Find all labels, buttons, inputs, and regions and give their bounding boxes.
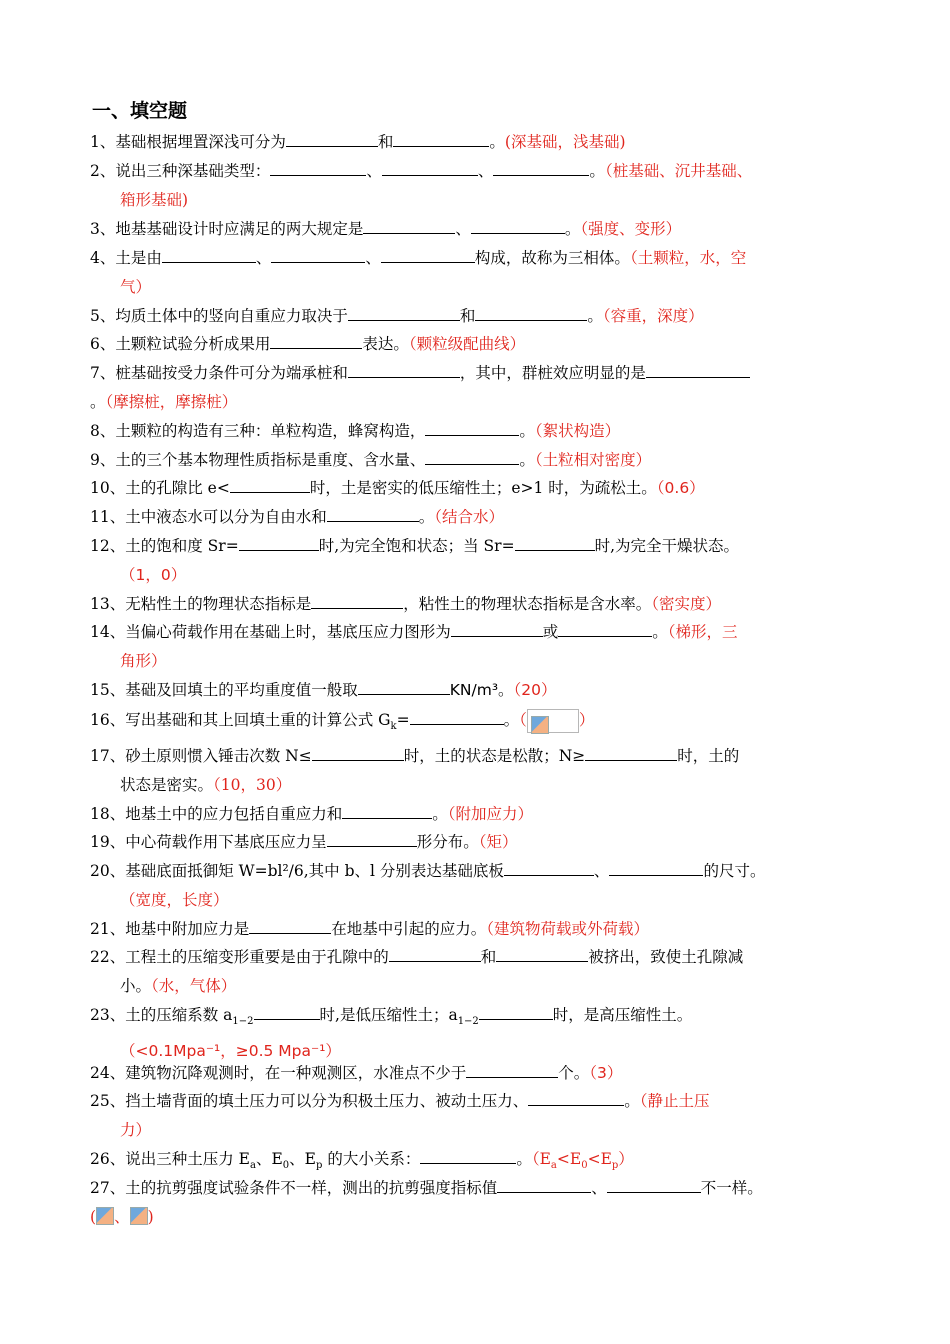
answer-blank bbox=[420, 1147, 516, 1164]
answer-blank bbox=[327, 505, 419, 522]
answer-text: （建筑物荷载或外荷载） bbox=[486, 920, 650, 938]
answer-blank bbox=[607, 1176, 701, 1193]
answer-blank bbox=[496, 945, 588, 962]
answer-text: （土粒相对密度） bbox=[534, 451, 652, 469]
answer-blank bbox=[363, 217, 455, 234]
answer-blank bbox=[585, 744, 677, 761]
question-6: 6、土颗粒试验分析成果用 表达。（颗粒级配曲线） bbox=[90, 330, 870, 359]
answer-blank bbox=[270, 159, 366, 176]
answer-blank bbox=[504, 859, 594, 876]
answer-blank bbox=[425, 419, 519, 436]
answer-blank bbox=[497, 1176, 591, 1193]
answer-blank bbox=[471, 217, 565, 234]
answer-text: $(E_a<E_0<E_p)$ bbox=[531, 1150, 634, 1172]
question-5: 5、均质土体中的竖向自重应力取决于 和 。（容重，深度） bbox=[90, 302, 870, 331]
broken-image-icon bbox=[531, 716, 549, 734]
answer-blank bbox=[348, 361, 460, 378]
answer-blank bbox=[270, 332, 362, 349]
question-11: 11、土中液态水可以分为自由水和 。（结合水） bbox=[90, 503, 870, 532]
question-1: 1、基础根据埋置深浅可分为 和 。(深基础，浅基础) bbox=[90, 128, 870, 157]
answer-text: 气） bbox=[120, 277, 152, 296]
answer-blank bbox=[479, 1003, 553, 1020]
answer-text: （宽度，长度） bbox=[120, 890, 229, 909]
answer-text: （水，气体） bbox=[151, 976, 237, 995]
question-12: 12、土的饱和度 Sr= 时,为完全饱和状态；当 Sr= 时,为完全干燥状态。 （1，0） bbox=[90, 532, 890, 590]
answer-text: （0.6） bbox=[656, 479, 705, 497]
answer-blank bbox=[393, 130, 489, 147]
answer-blank bbox=[327, 830, 417, 847]
question-9: 9、土的三个基本物理性质指标是重度、含水量、 。（土粒相对密度） bbox=[90, 446, 870, 475]
answer-text: （密实度） bbox=[651, 595, 722, 613]
formula-image-placeholder bbox=[527, 709, 579, 733]
question-23: 23、土的压缩系数 $a_{1-2}$ 时,是低压缩性土；$a_{1-2}$ 时，是高压缩性土。 （<0.1Mpa⁻¹，≥0.5 Mpa⁻¹） bbox=[90, 1001, 870, 1066]
answer-blank bbox=[239, 534, 319, 551]
answer-text: （桩基础、沉井基础、 bbox=[604, 162, 753, 180]
question-number: 1、 bbox=[90, 133, 116, 151]
question-24: 24、建筑物沉降观测时，在一种观测区，水准点不少于 个。（3） bbox=[90, 1059, 870, 1088]
answer-text: （强度、变形） bbox=[580, 220, 682, 238]
question-18: 18、地基土中的应力包括自重应力和 。（附加应力） bbox=[90, 800, 870, 829]
question-2: 2、说出三种深基础类型： 、 、 。（桩基础、沉井基础、 箱形基础) bbox=[90, 157, 870, 215]
answer-blank bbox=[358, 678, 450, 695]
answer-text: （容重，深度） bbox=[602, 307, 704, 325]
question-17: 17、砂土原则惯入锤击次数 N≤ 时，土的状态是松散；N≥ 时，土的 状态是密实。（10，30） bbox=[90, 742, 870, 800]
answer-text: 力） bbox=[120, 1120, 152, 1139]
answer-text: 箱形基础) bbox=[120, 190, 189, 209]
answer-text: （<0.1Mpa⁻¹，≥0.5 Mpa⁻¹） bbox=[120, 1041, 341, 1060]
answer-blank bbox=[254, 1003, 320, 1020]
answer-blank bbox=[271, 246, 365, 263]
answer-blank bbox=[609, 859, 703, 876]
answer-blank bbox=[558, 620, 652, 637]
question-15: 15、基础及回填土的平均重度值一般取 KN/m³。（20） bbox=[90, 676, 870, 705]
question-26: 26、说出三种土压力 $E_a$、$E_0$、$E_p$ 的大小关系： 。$(E_a<E_0<E_p)$ bbox=[90, 1145, 870, 1181]
answer-blank bbox=[311, 592, 403, 609]
answer-blank bbox=[381, 246, 475, 263]
question-14: 14、当偏心荷载作用在基础上时，基底压应力图形为 或 。（梯形，三 角形） bbox=[90, 618, 870, 676]
answer-blank bbox=[466, 1061, 558, 1078]
answer-text: （3） bbox=[589, 1064, 623, 1082]
answer-text: （10，30） bbox=[213, 775, 292, 794]
question-25: 25、挡土墙背面的填土压力可以分为积极土压力、被动土压力、 。（静止土压 力） bbox=[90, 1087, 870, 1145]
broken-image-icon bbox=[96, 1207, 114, 1225]
question-8: 8、土颗粒的构造有三种：单粒构造，蜂窝构造， 。（絮状构造） bbox=[90, 417, 870, 446]
answer-blank bbox=[382, 159, 478, 176]
answer-blank bbox=[475, 304, 587, 321]
answer-blank bbox=[515, 534, 595, 551]
answer-text: （摩擦桩，摩擦桩） bbox=[105, 392, 238, 411]
answer-text: （颗粒级配曲线） bbox=[408, 335, 526, 353]
answer-blank bbox=[451, 620, 543, 637]
answer-blank bbox=[230, 476, 310, 493]
answer-text: (深基础，浅基础) bbox=[504, 133, 626, 151]
answer-text: （静止土压 bbox=[639, 1092, 710, 1110]
question-20: 20、基础底面抵御矩 W=bl²/6,其中 b、l 分别表达基础底板 、 的尺寸。 （宽度，长度） bbox=[90, 857, 890, 915]
answer-blank bbox=[162, 246, 256, 263]
question-16: 16、写出基础和其上回填土重的计算公式 $G_k=$ 。（ ） bbox=[90, 706, 870, 742]
broken-image-icon bbox=[130, 1207, 148, 1225]
answer-blank bbox=[312, 744, 404, 761]
answer-text: （梯形，三 bbox=[667, 623, 738, 641]
answer-blank bbox=[410, 708, 504, 725]
question-3: 3、地基基础设计时应满足的两大规定是 、 。（强度、变形） bbox=[90, 215, 870, 244]
answer-blank bbox=[389, 945, 481, 962]
answer-blank bbox=[646, 361, 750, 378]
question-10: 10、土的孔隙比 e< 时，土是密实的低压缩性土；e>1 时，为疏松土。（0.6） bbox=[90, 474, 870, 503]
answer-blank bbox=[348, 304, 460, 321]
section-title: 一、填空题 bbox=[92, 100, 188, 122]
answer-blank bbox=[425, 448, 519, 465]
answer-blank bbox=[528, 1089, 624, 1106]
answer-text: 角形） bbox=[120, 651, 167, 670]
answer-text: （土颗粒，水，空 bbox=[629, 249, 747, 267]
answer-blank bbox=[342, 802, 432, 819]
question-19: 19、中心荷载作用下基底压应力呈 形分布。（矩） bbox=[90, 828, 870, 857]
question-21: 21、地基中附加应力是 在地基中引起的应力。（建筑物荷载或外荷载） bbox=[90, 915, 870, 944]
answer-text: （附加应力） bbox=[447, 805, 534, 823]
answer-text: （矩） bbox=[478, 833, 518, 851]
question-22: 22、工程土的压缩变形重要是由于孔隙中的 和 被挤出，致使土孔隙减 小。（水，气体） bbox=[90, 943, 870, 1001]
question-13: 13、无粘性土的物理状态指标是 ，粘性土的物理状态指标是含水率。（密实度） bbox=[90, 590, 870, 619]
question-7: 7、桩基础按受力条件可分为端承桩和 ，其中，群桩效应明显的是 。（摩擦桩，摩擦桩） bbox=[90, 359, 880, 417]
answer-text: （20） bbox=[513, 681, 557, 699]
answer-text: （结合水） bbox=[434, 508, 505, 526]
answer-blank bbox=[286, 130, 378, 147]
answer-blank bbox=[493, 159, 589, 176]
answer-text: （絮状构造） bbox=[534, 422, 621, 440]
answer-text: （1，0） bbox=[120, 565, 187, 584]
answer-blank bbox=[249, 917, 331, 934]
question-27: 27、土的抗剪强度试验条件不一样，测出的抗剪强度指标值 、 不一样。 ( 、 ) bbox=[90, 1174, 890, 1232]
question-4: 4、土是由 、 、 构成，故称为三相体。（土颗粒，水，空 气） bbox=[90, 244, 870, 302]
